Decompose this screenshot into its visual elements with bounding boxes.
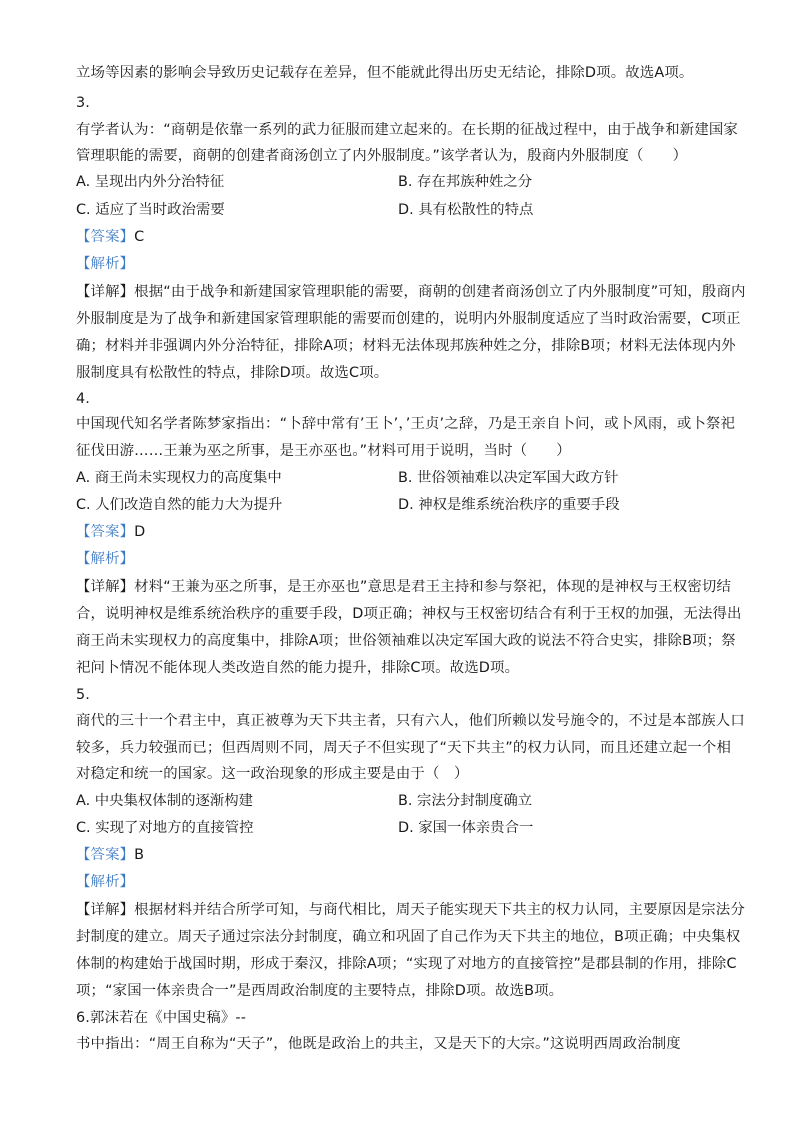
question-number: 4. bbox=[76, 391, 91, 407]
option-a: A. 中央集权体制的逐渐构建 bbox=[76, 793, 254, 809]
answer-line bbox=[76, 227, 144, 247]
option-b: B. 宗法分封制度确立 bbox=[398, 793, 533, 809]
question-stem: 较多，兵力较强而已；但西周则不同，周天子不但实现了“天下共主”的权力认同，而且还建立起一个相 bbox=[76, 740, 732, 756]
answer-line bbox=[76, 522, 145, 542]
question-number: 5. bbox=[76, 687, 91, 703]
question-stem: 管理职能的需要，商朝的创建者商汤创立了内外服制度。”该学者认为，殷商内外服制度（ ） bbox=[76, 148, 688, 164]
option-d: D. 具有松散性的特点 bbox=[398, 202, 534, 218]
question-stem: 商代的三十一个君主中，真正被尊为天下共主者，只有六人，他们所赖以发号施令的，不过是本部族人口 bbox=[76, 713, 745, 729]
option-b: B. 存在邦族种姓之分 bbox=[398, 174, 533, 190]
answer-value: D bbox=[134, 524, 146, 540]
explanation-line: 【详解】根据材料并结合所学可知，与商代相比，周天子能实现天下共主的权力认同，主要原因是宗法分 bbox=[76, 902, 745, 918]
answer-value: B bbox=[134, 847, 145, 863]
option-a: A. 呈现出内外分治特征 bbox=[76, 174, 225, 190]
analysis-label: 【解析】 bbox=[76, 551, 135, 567]
explanation-line: 服制度具有松散性的特点，排除D项。故选C项。 bbox=[76, 365, 389, 381]
option-d: D. 神权是维系统治秩序的重要手段 bbox=[398, 497, 620, 513]
explanation-line: 祀问卜情况不能体现人类改造自然的能力提升，排除C项。故选D项。 bbox=[76, 660, 520, 676]
option-c: C. 人们改造自然的能力大为提升 bbox=[76, 497, 283, 513]
answer-label: 【答案】 bbox=[76, 524, 135, 540]
option-c: C. 适应了当时政治需要 bbox=[76, 202, 225, 218]
explanation-line: 商王尚未实现权力的高度集中，排除A项；世俗领袖难以决定军国大政的说法不符合史实，排除B项；祭 bbox=[76, 633, 736, 649]
question-stem: 征伐田游……王兼为巫之所事，是王亦巫也。”材料可用于说明，当时（ ） bbox=[76, 443, 571, 459]
option-c: C. 实现了对地方的直接管控 bbox=[76, 820, 254, 836]
option-d: D. 家国一体亲贵合一 bbox=[398, 820, 534, 836]
question-stem: 对稳定和统一的国家。这一政治现象的形成主要是由于（ ） bbox=[76, 766, 469, 782]
answer-line bbox=[76, 845, 144, 865]
question-stem: 有学者认为：“商朝是依靠一系列的武力征服而建立起来的。在长期的征战过程中，由于战争和新建国家 bbox=[76, 122, 738, 138]
explanation-line: 项；“家国一体亲贵合一”是西周政治制度的主要特点，排除D项。故选B项。 bbox=[76, 983, 564, 999]
explanation-line: 体制的构建始于战国时期，形成于秦汉，排除A项；“实现了对地方的直接管控”是郡县制的作用，排除C bbox=[76, 956, 737, 972]
answer-label: 【答案】 bbox=[76, 229, 135, 245]
question-number: 3. bbox=[76, 95, 91, 111]
paragraph-line: 立场等因素的影响会导致历史记载存在差异，但不能就此得出历史无结论，排除D项。故选A项。 bbox=[76, 65, 694, 81]
answer-label: 【答案】 bbox=[76, 847, 135, 863]
explanation-line: 封制度的建立。周天子通过宗法分封制度，确立和巩固了自己作为天下共主的地位，B项正确；中央集权 bbox=[76, 929, 741, 945]
analysis-label: 【解析】 bbox=[76, 874, 135, 890]
question-stem: 6.郭沫若在《中国史稿》-- bbox=[76, 1010, 247, 1026]
answer-value: C bbox=[134, 229, 145, 245]
explanation-line: 合，说明神权是维系统治秩序的重要手段，D项正确；神权与王权密切结合有利于王权的加强，无法得出 bbox=[76, 606, 742, 622]
explanation-line: 【详解】根据“由于战争和新建国家管理职能的需要，商朝的创建者商汤创立了内外服制度”可知，殷商内 bbox=[76, 284, 746, 300]
analysis-label: 【解析】 bbox=[76, 256, 135, 272]
question-stem: 中国现代知名学者陈梦家指出：“卜辞中常有’王卜’，’王贞’之辞，乃是王亲自卜问，或卜风雨，或卜祭祀 bbox=[76, 416, 736, 432]
explanation-line: 外服制度是为了战争和新建国家管理职能的需要而创建的，说明内外服制度适应了当时政治需要，C项正 bbox=[76, 311, 741, 327]
option-b: B. 世俗领袖难以决定军国大政方针 bbox=[398, 470, 619, 486]
option-a: A. 商王尚未实现权力的高度集中 bbox=[76, 470, 282, 486]
explanation-line: 确；材料并非强调内外分治特征，排除A项；材料无法体现邦族种姓之分，排除B项；材料无法体现内外 bbox=[76, 338, 736, 354]
explanation-line: 【详解】材料“王兼为巫之所事，是王亦巫也”意思是君王主持和参与祭祀，体现的是神权与王权密切结 bbox=[76, 579, 732, 595]
question-stem: 书中指出：“周王自称为“天子”，他既是政治上的共主，又是天下的大宗。”这说明西周政治制度 bbox=[76, 1036, 681, 1052]
